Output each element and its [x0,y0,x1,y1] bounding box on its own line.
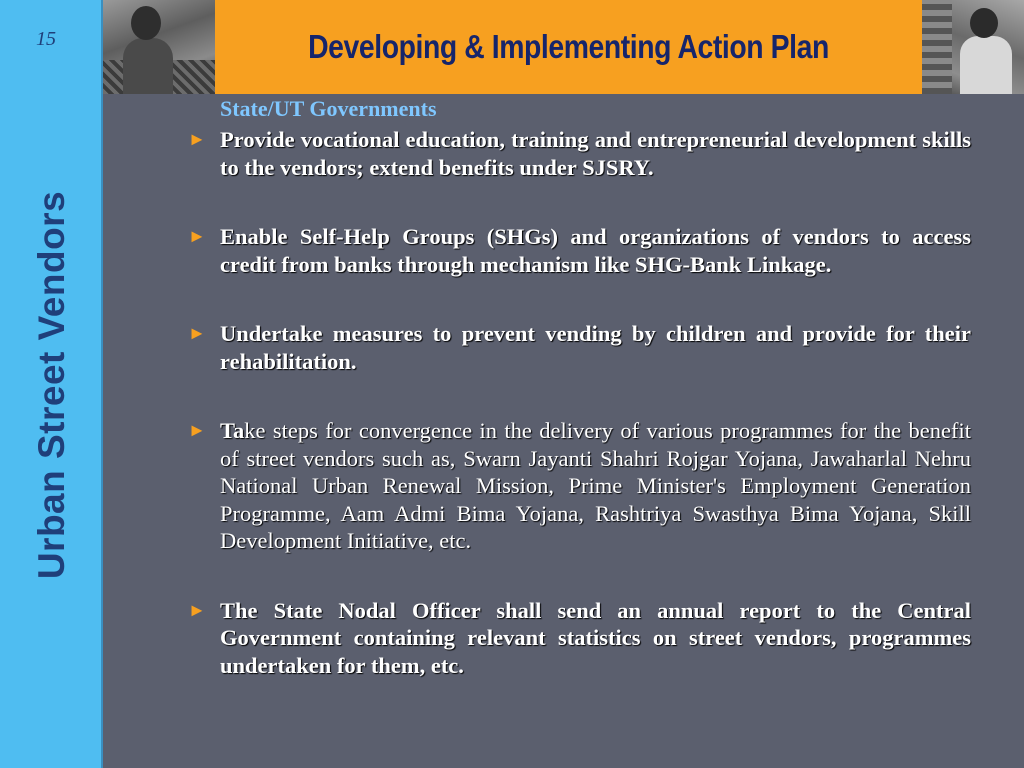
bullet-item [190,126,971,181]
bullet-text: Undertake measures to prevent vending by children and provide for their rehabilitation. [220,321,971,374]
section-heading: State/UT Governments [220,96,437,121]
bullet-arrow-icon: ► [188,599,206,620]
vendor-photo-left [103,0,215,94]
bullet-arrow-icon: ► [188,420,206,440]
vendor-photo-right [922,0,1024,94]
title-bar [215,0,922,94]
bullet-item [190,417,971,555]
vendor-body-shape [123,38,173,94]
bullet-item [190,597,971,680]
bullet-arrow-icon: ► [188,323,206,343]
bullet-lead-text: Ta [220,418,245,443]
vendor-body-shape [960,36,1012,94]
slide-number: 15 [36,28,56,50]
vendor-head-shape [131,6,161,40]
bullet-text: Provide vocational education, training and entrepreneurial development skills to the vendors; extend benefits under SJSRY. [220,127,971,180]
bullet-item [190,223,971,278]
bullet-text: Enable Self-Help Groups (SHGs) and organizations of vendors to access credit from banks through mechanism like SHG-Bank Linkage. [220,224,971,277]
side-title: Urban Street Vendors [31,190,72,580]
slide-content [190,96,971,679]
bullet-text: ke steps for convergence in the delivery of various programmes for the benefit of street vendors such as, Swarn Jayanti Shahri Rojgar Yojana, Jawaharlal Nehru National Urban Renewal Mission, Prime Minister's Employment Generation Programme, Aam Admi Bima Yojana, Rashtriya Swasthya Bima Yojana, Skill Development Initiative, etc. [220,418,971,553]
bullet-text: The State Nodal Officer shall send an annual report to the Central Government containing relevant statistics on street vendors, programmes undertaken for them, etc. [220,597,971,678]
vendor-head-shape [970,8,998,38]
bullet-item [190,320,971,375]
sidebar [0,0,103,768]
bullet-arrow-icon: ► [188,129,206,149]
bullet-arrow-icon: ► [188,226,206,246]
stall-shelf-shape [922,0,952,94]
slide-title: Developing & Implementing Action Plan [308,28,829,65]
